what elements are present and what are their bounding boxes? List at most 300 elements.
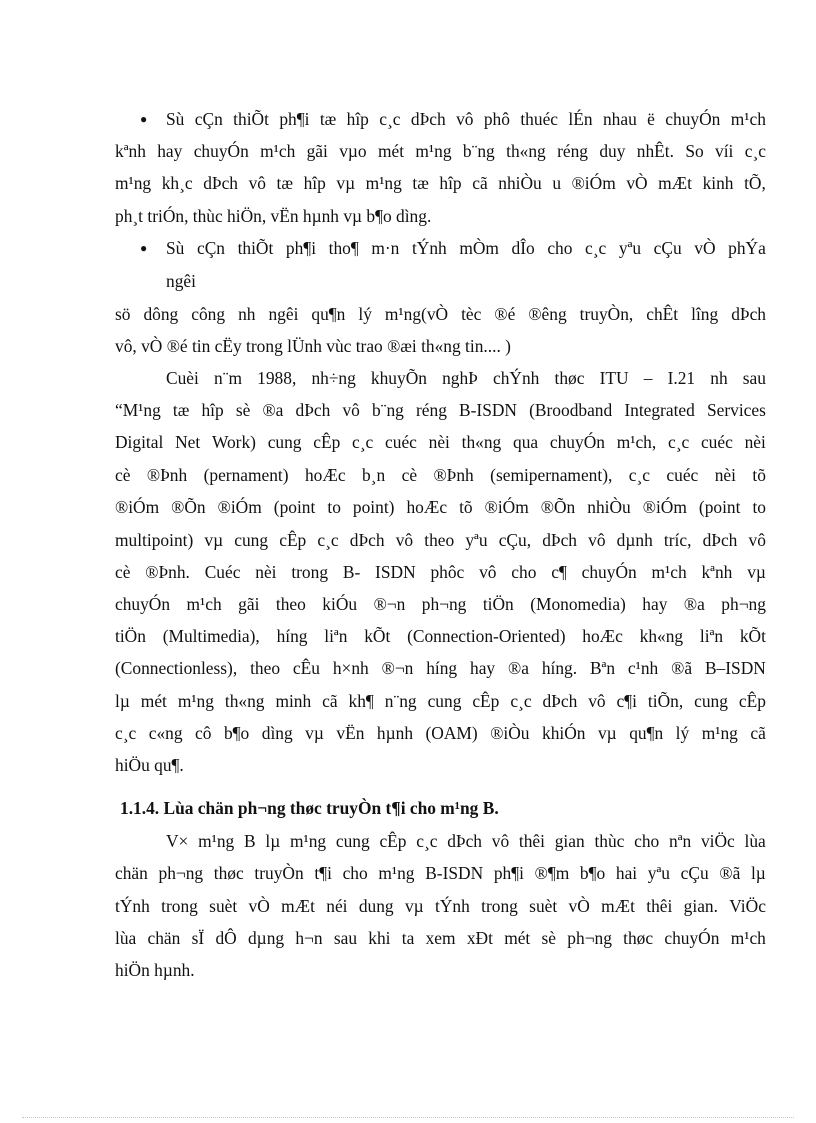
word: Work): [211, 432, 256, 452]
word: b¸n: [361, 465, 386, 485]
word: c¶i: [616, 691, 637, 711]
word: hîp: [303, 173, 326, 193]
word: ®a: [683, 594, 705, 614]
word: (Multimedia),: [162, 626, 260, 646]
word: thiÕt: [233, 109, 269, 129]
word: hµnh: [376, 723, 414, 743]
word: (Connectionless),: [115, 658, 238, 678]
word: tõ: [459, 497, 473, 517]
para-1-line-13: hiÖu qu¶.: [115, 755, 184, 775]
word: ph¬ng: [158, 863, 204, 883]
word: Cuéc: [204, 562, 241, 582]
word: Net: [175, 432, 201, 452]
word: nh÷ng: [311, 368, 356, 388]
word: V×: [166, 831, 189, 851]
word: tÕ,: [744, 173, 766, 193]
word: ®¶m: [534, 863, 570, 883]
word: n¨m: [214, 368, 243, 388]
word: kh¶: [348, 691, 374, 711]
word: yªu: [618, 238, 642, 258]
word: kÕt: [739, 626, 766, 646]
word: ph¬ng: [567, 928, 612, 948]
word: 1988,: [257, 368, 297, 388]
word: c¸c: [317, 530, 339, 550]
word: hîp: [346, 109, 369, 129]
word: So: [685, 141, 704, 161]
word: ®Þnh.: [145, 562, 190, 582]
word: nhiÒu: [498, 173, 542, 193]
word: –: [643, 368, 653, 388]
word: minh: [275, 691, 312, 711]
para-1-line-5: [115, 496, 766, 518]
word: cuéc: [385, 432, 417, 452]
word: c¸c: [667, 432, 690, 452]
word: nghÞ: [442, 368, 478, 388]
para-1-line-8: [115, 593, 766, 615]
word: dÞch: [542, 691, 578, 711]
word: vµ: [404, 896, 424, 916]
word: ®Õn: [171, 497, 206, 517]
word: tÝnh: [411, 238, 447, 258]
word: viÖc: [700, 831, 735, 851]
word: cung: [427, 691, 462, 711]
word: thuéc: [520, 109, 559, 129]
word: mÒm: [459, 238, 499, 258]
word: phôc: [430, 562, 465, 582]
word: ®ã: [671, 658, 693, 678]
para-1-line-11: [115, 690, 766, 712]
word: yªu: [465, 530, 488, 550]
word: ®iÓm: [642, 497, 687, 517]
word: theo: [250, 658, 281, 678]
word: c¸c: [416, 831, 438, 851]
word: ®êng: [528, 304, 567, 324]
word: lîng: [691, 304, 719, 324]
para-1-line-1: [166, 367, 766, 389]
word: dÞch: [203, 173, 238, 193]
word: m¹ng: [115, 173, 152, 193]
word: thøc: [213, 863, 244, 883]
word: ®¬n: [373, 594, 406, 614]
word: ph¶i: [285, 238, 317, 258]
word: thøc: [554, 368, 585, 388]
word: m¹ch: [651, 562, 687, 582]
word: (Monomedia): [530, 594, 626, 614]
word: ®iÓm: [571, 173, 616, 193]
word: vµo: [339, 141, 367, 161]
word: c¹nh: [627, 658, 659, 678]
word: t¶i: [314, 863, 332, 883]
word: vµ: [747, 562, 766, 582]
word: dÞch: [295, 400, 331, 420]
word: tæ: [412, 173, 429, 193]
para-1-line-7: [115, 561, 766, 583]
word: sau: [742, 368, 766, 388]
word: kh«ng: [639, 626, 684, 646]
word: réng: [557, 141, 588, 161]
word: (pernament): [203, 465, 289, 485]
word: tho¶: [328, 238, 359, 258]
word: cÇu,: [498, 530, 532, 550]
word: ITU: [599, 368, 629, 388]
word: qu¶n: [629, 723, 664, 743]
para-2-line-1: [166, 830, 766, 852]
word: mÆt: [658, 173, 692, 193]
word: lùa: [744, 831, 766, 851]
word: tríc,: [663, 530, 692, 550]
word: híng: [426, 658, 458, 678]
word: ViÖc: [729, 896, 766, 916]
word: híng: [276, 626, 308, 646]
word: chuyÓn: [549, 432, 605, 452]
word: tæ: [276, 173, 293, 193]
word: Sù: [166, 238, 185, 258]
word: yªu: [647, 863, 670, 883]
word: c¸c: [628, 465, 650, 485]
word: ®iÓm: [217, 497, 262, 517]
word: nèi: [428, 432, 450, 452]
word: tèc: [461, 304, 482, 324]
word: vô: [395, 530, 414, 550]
word: ®iÓm: [115, 497, 160, 517]
word: sÏ: [191, 928, 205, 948]
word: cÊp: [472, 691, 500, 711]
word: c¸c: [744, 141, 766, 161]
word: cÇu: [680, 863, 709, 883]
word: dÞch: [731, 304, 766, 324]
word: vô: [491, 831, 510, 851]
word: cÇn: [196, 238, 225, 258]
word: ë: [647, 109, 655, 129]
word: dìng: [261, 723, 293, 743]
word: h×nh: [332, 658, 369, 678]
word: cÊp: [313, 432, 341, 452]
word: m¹ng: [701, 723, 738, 743]
bullet-2-line-3: [115, 303, 766, 325]
word: khi: [368, 928, 391, 948]
word: ph¬ng: [421, 594, 467, 614]
word: suèt: [209, 896, 238, 916]
bullet-marker-2: ●: [140, 241, 148, 255]
word: trong: [481, 896, 518, 916]
word: chuyÓn: [193, 141, 249, 161]
para-2-line-3: [115, 895, 766, 917]
word: m¹ch,: [616, 432, 657, 452]
word: n¨ng: [384, 691, 417, 711]
para-1-line-9: [115, 625, 766, 647]
word: m¹ng: [378, 863, 415, 883]
word: vô: [588, 530, 606, 550]
word: dÞch: [447, 831, 483, 851]
word: lÉn: [568, 109, 593, 129]
word: chuyÓn: [664, 928, 720, 948]
word: qu¶n: [311, 304, 346, 324]
word: tæ: [319, 109, 337, 129]
section-heading: 1.1.4. Lùa chän ph¬ng thøc truyÒn t¶i cho m¹ng B.: [120, 798, 499, 818]
para-1-line-4: [115, 464, 766, 486]
word: c«ng: [148, 723, 183, 743]
word: tiÕn,: [647, 691, 684, 711]
word: m¹ng: [198, 831, 235, 851]
word: b¨ng: [462, 141, 495, 161]
word: ISDN: [375, 562, 416, 582]
word: mÆt: [601, 896, 635, 916]
word: suèt: [529, 896, 558, 916]
word: vµ: [597, 723, 617, 743]
word: chuyÓn: [581, 562, 637, 582]
word: mét: [140, 691, 167, 711]
word: vÒ: [568, 896, 590, 916]
word: trong: [161, 896, 198, 916]
word: vô: [748, 530, 766, 550]
word: nhau: [602, 109, 637, 129]
word: phÝa: [728, 238, 766, 258]
word: c¸c: [585, 238, 607, 258]
word: m¹ch: [186, 594, 222, 614]
word: cÊp: [279, 530, 307, 550]
word: vµ: [305, 723, 324, 743]
word: nèi: [255, 562, 277, 582]
word: cuéc: [666, 465, 699, 485]
word: ®Õn: [540, 497, 576, 517]
word: vÒ: [248, 896, 270, 916]
para-1-line-2: [115, 399, 766, 421]
word: vÒ: [694, 238, 716, 258]
word: truyÒn: [254, 863, 304, 883]
word: truyÒn,: [579, 304, 634, 324]
word: xÐt: [466, 928, 493, 948]
para-1-line-6: [115, 529, 766, 551]
word: cÊp: [738, 691, 766, 711]
word: phô: [483, 109, 510, 129]
word: mÆt: [281, 896, 315, 916]
word: ®Þnh: [146, 465, 188, 485]
word: cuéc: [700, 432, 733, 452]
word: cung: [234, 530, 269, 550]
word: vÒ: [626, 173, 648, 193]
word: dung: [358, 896, 394, 916]
word: dÎo: [511, 238, 535, 258]
word: nhiÒu: [587, 497, 631, 517]
word: ®a: [262, 400, 284, 420]
word: thùc: [594, 831, 625, 851]
word: nªn: [669, 831, 692, 851]
word: cÊp: [379, 831, 407, 851]
word: gian: [554, 831, 585, 851]
word: hîp: [439, 173, 462, 193]
word: dÞch: [542, 530, 577, 550]
word: lý: [358, 304, 372, 324]
word: kªnh: [701, 562, 733, 582]
page-bottom-divider: [22, 1117, 794, 1118]
para-2-line-5: hiÖn hµnh.: [115, 960, 195, 980]
word: chän: [147, 928, 181, 948]
word: hai: [615, 863, 638, 883]
word: sè: [541, 928, 557, 948]
word: cè: [115, 465, 131, 485]
word: lý: [675, 723, 690, 743]
word: c¸c: [352, 432, 374, 452]
word: cÊu: [292, 658, 320, 678]
word: gãi: [306, 141, 328, 161]
word: xem: [425, 928, 456, 948]
word: chuyÓn: [665, 109, 721, 129]
word: m¹ch: [730, 109, 766, 129]
word: m¹ng: [289, 831, 327, 851]
word: cho: [342, 863, 368, 883]
word: lµ: [750, 863, 766, 883]
word: multipoint): [115, 530, 194, 550]
bullet-marker-1: ●: [140, 112, 148, 126]
word: m¹ng(vÒ: [384, 304, 449, 324]
word: theo: [424, 530, 455, 550]
word: cè: [401, 465, 418, 485]
word: chÊt: [646, 304, 679, 324]
word: m¹ng: [177, 691, 214, 711]
bullet-1-line-4: ph¸t triÓn, thùc hiÖn, vËn hµnh vµ b¶o dìng.: [115, 206, 432, 226]
word: dÞch: [702, 530, 738, 550]
word: ®a: [508, 658, 529, 678]
word: qua: [513, 432, 539, 452]
para-1-line-3: [115, 431, 766, 453]
word: Sù: [166, 109, 185, 129]
word: to: [752, 497, 766, 517]
word: mét: [377, 141, 405, 161]
word: vµ: [204, 530, 224, 550]
word: lùa: [115, 928, 137, 948]
word: ®¬n: [381, 658, 414, 678]
word: sau: [333, 928, 358, 948]
word: Digital: [115, 432, 164, 452]
word: liªn: [699, 626, 724, 646]
word: h¬n: [295, 928, 323, 948]
word: ph¬ng: [721, 594, 766, 614]
word: công: [191, 304, 226, 324]
word: hoÆc: [304, 465, 346, 485]
bullet-1-line-1: [166, 108, 766, 130]
word: vËn: [336, 723, 365, 743]
word: cã: [322, 691, 338, 711]
word: nh: [710, 368, 728, 388]
word: kÕt: [364, 626, 391, 646]
word: vô: [342, 400, 360, 420]
word: tÝnh: [115, 896, 150, 916]
word: cè: [115, 562, 131, 582]
word: chÝnh: [493, 368, 540, 388]
word: m¹ch: [260, 141, 296, 161]
word: m·n: [371, 238, 400, 258]
word: híng.: [541, 658, 578, 678]
word: B-ISDN: [425, 863, 484, 883]
word: víi: [715, 141, 734, 161]
word: Services: [706, 400, 766, 420]
word: thêi: [518, 831, 545, 851]
word: I.21: [667, 368, 696, 388]
word: liªn: [324, 626, 348, 646]
word: cung: [267, 432, 302, 452]
word: hay: [470, 658, 496, 678]
word: hoÆc: [582, 626, 623, 646]
word: vµ: [336, 173, 356, 193]
word: duy: [599, 141, 626, 161]
word: cã: [750, 723, 766, 743]
bullet-2-line-1: [166, 237, 766, 259]
word: hoÆc: [406, 497, 448, 517]
word: (Broodband: [529, 400, 613, 420]
bullet-1-line-2: [115, 140, 766, 162]
word: ®ã: [719, 863, 741, 883]
word: dÔ: [215, 928, 237, 948]
word: tiÖn: [482, 594, 514, 614]
word: lµ: [115, 691, 130, 711]
word: ph¶i: [279, 109, 310, 129]
word: vô: [456, 109, 474, 129]
word: Bªn: [589, 658, 616, 678]
word: thêi: [646, 896, 673, 916]
word: ®iÓm: [484, 497, 529, 517]
word: c¶: [551, 562, 567, 582]
word: point): [352, 497, 395, 517]
word: cho: [634, 831, 660, 851]
word: kh¸c: [161, 173, 193, 193]
word: hay: [642, 594, 668, 614]
word: cho: [547, 238, 573, 258]
word: Cuèi: [166, 368, 199, 388]
word: m¹ng: [365, 173, 402, 193]
word: tõ: [752, 465, 766, 485]
word: mét: [504, 928, 531, 948]
word: B-ISDN: [459, 400, 517, 420]
word: tæ: [172, 400, 190, 420]
word: Integrated: [624, 400, 695, 420]
word: m¹ng: [415, 141, 452, 161]
word: trong: [291, 562, 329, 582]
word: th«ng: [224, 691, 265, 711]
word: thøc: [623, 928, 654, 948]
word: chuyÓn: [115, 594, 171, 614]
word: (point: [273, 497, 316, 517]
para-1-line-12: [115, 722, 766, 744]
word: nhÊt.: [636, 141, 674, 161]
word: lµ: [265, 831, 281, 851]
word: nèi: [744, 432, 766, 452]
word: sö: [115, 304, 131, 324]
word: vô: [479, 562, 497, 582]
word: B–ISDN: [704, 658, 766, 678]
word: ®Þnh: [433, 465, 474, 485]
word: khiÓn: [542, 723, 586, 743]
word: c¸c: [115, 723, 137, 743]
word: (Connection-Oriented): [407, 626, 566, 646]
word: c¸c: [510, 691, 532, 711]
word: gian.: [683, 896, 718, 916]
word: c¸c: [379, 109, 401, 129]
word: kinh: [702, 173, 734, 193]
word: u: [552, 173, 562, 193]
word: kªnh: [115, 141, 146, 161]
para-2-line-2: [115, 862, 766, 884]
word: dµng: [247, 928, 285, 948]
bullet-2-line-4: vô, vÒ ®é tin cËy trong lÜnh vùc trao ®æi th«ng tin.... ): [115, 336, 511, 356]
word: thiÕt: [237, 238, 274, 258]
word: tiÖn: [115, 626, 146, 646]
word: dÞch: [349, 530, 385, 550]
word: (OAM): [425, 723, 478, 743]
word: kiÓu: [322, 594, 358, 614]
word: cÇn: [194, 109, 223, 129]
bullet-1-line-3: [115, 172, 766, 194]
word: chän: [115, 863, 148, 883]
